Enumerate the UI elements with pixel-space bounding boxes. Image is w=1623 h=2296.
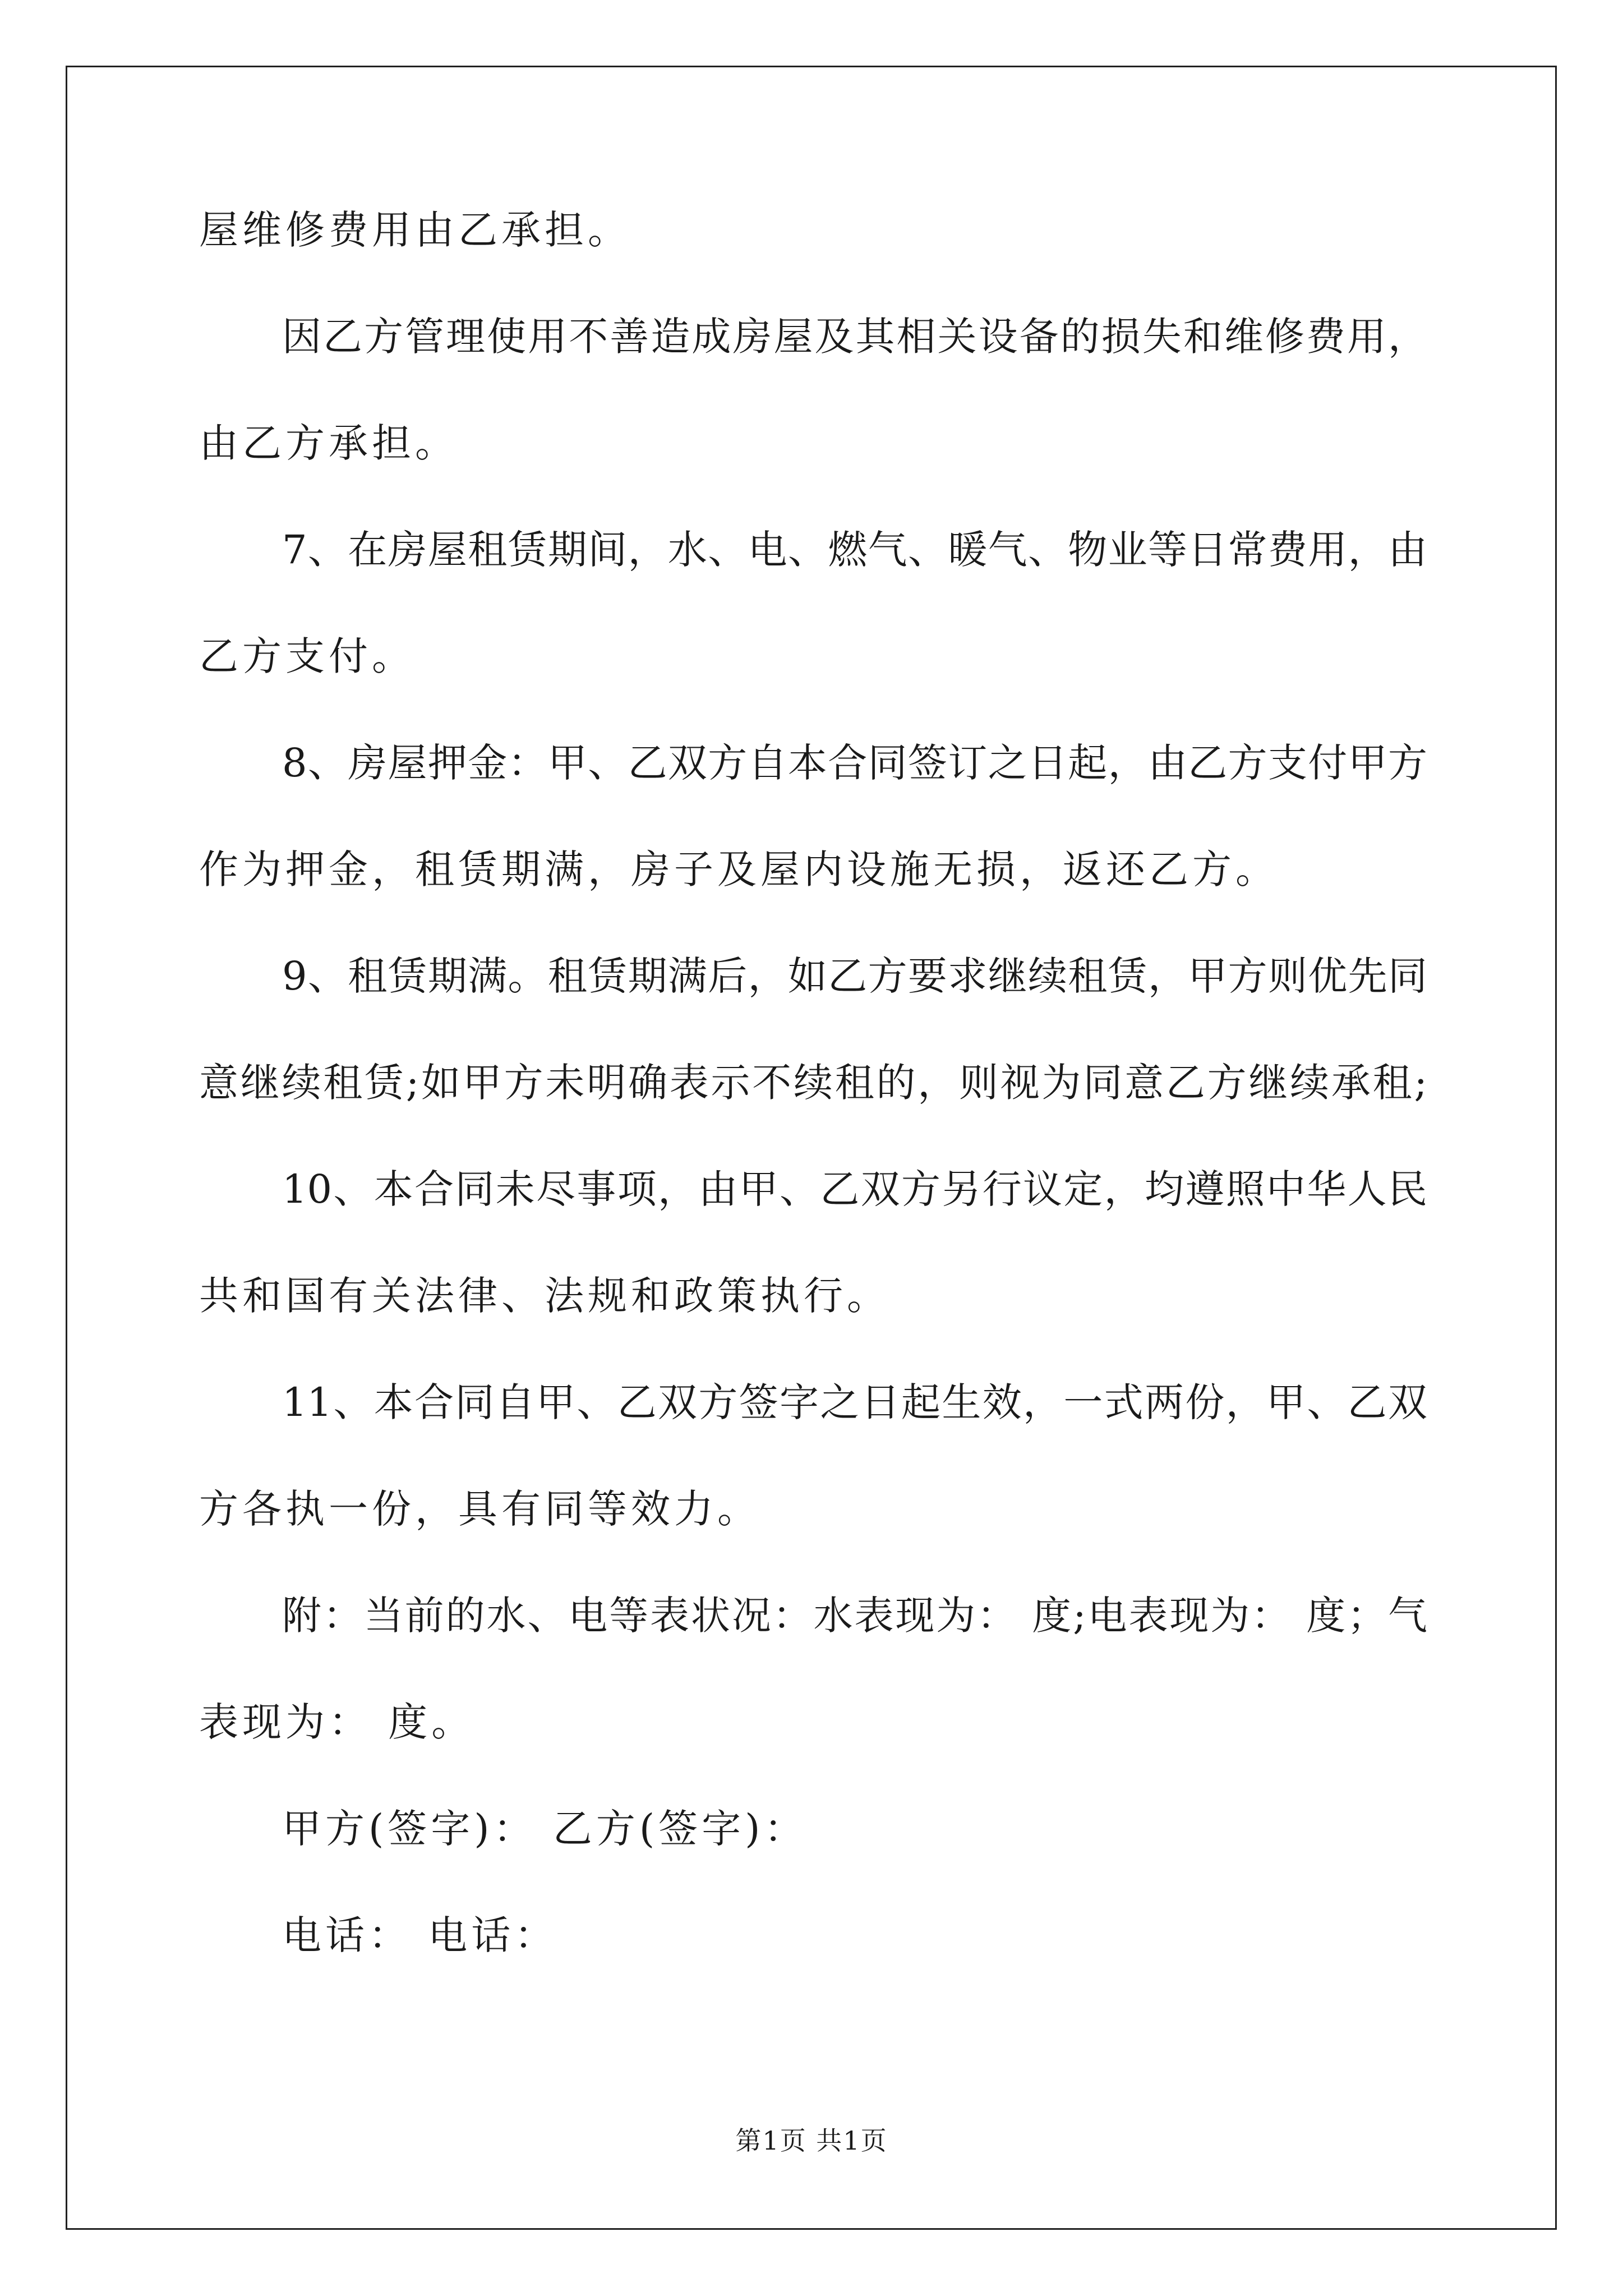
text-line: 意继续租赁;如甲方未明确表示不续租的，则视为同意乙方继续承租; — [199, 1060, 1427, 1106]
text-line: 8、房屋押金：甲、乙双方自本合同签订之日起，由乙方支付甲方 — [282, 740, 1427, 786]
signature-line: 甲方(签字)： 乙方(签字)： — [282, 1806, 808, 1852]
text-line: 10、本合同未尽事项，由甲、乙双方另行议定，均遵照中华人民 — [282, 1166, 1427, 1212]
text-line: 作为押金，租赁期满，房子及屋内设施无损，返还乙方。 — [199, 846, 1279, 892]
text-line: 屋维修费用由乙承担。 — [199, 207, 631, 253]
text-line: 方各执一份，具有同等效力。 — [199, 1486, 760, 1532]
text-line: 乙方支付。 — [199, 633, 415, 679]
text-line: 9、租赁期满。租赁期满后，如乙方要求继续租赁，甲方则优先同 — [282, 953, 1427, 999]
page-border — [66, 66, 1557, 2230]
page-number-footer: 第1页 共1页 — [735, 2125, 888, 2156]
text-line: 附：当前的水、电等表状况：水表现为： 度;电表现为： 度；气 — [282, 1593, 1427, 1639]
text-line: 共和国有关法律、法规和政策执行。 — [199, 1273, 890, 1319]
text-line: 因乙方管理使用不善造成房屋及其相关设备的损失和维修费用， — [282, 314, 1427, 360]
text-line: 表现为： 度。 — [199, 1699, 475, 1745]
text-line: 由乙方承担。 — [199, 420, 458, 466]
phone-line: 电话： 电话： — [282, 1912, 558, 1958]
text-line: 11、本合同自甲、乙双方签字之日起生效，一式两份，甲、乙双 — [282, 1379, 1427, 1425]
text-line: 7、在房屋租赁期间，水、电、燃气、暖气、物业等日常费用，由 — [282, 527, 1427, 573]
